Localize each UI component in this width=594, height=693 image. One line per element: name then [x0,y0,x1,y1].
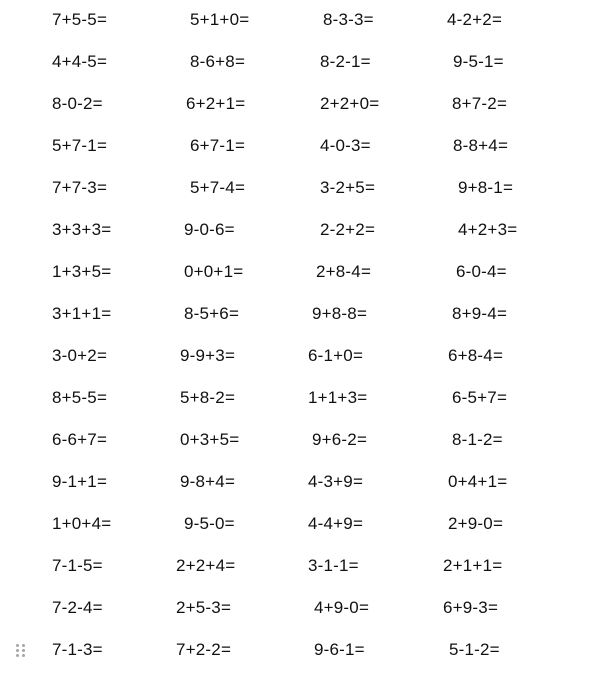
worksheet-row [0,554,594,584]
math-problem: 5-1-2= [449,640,500,659]
math-problem: 6+8-4= [448,346,504,365]
worksheet-row [0,260,594,290]
math-problem: 6-0-4= [456,262,507,281]
math-problem: 4+4-5= [52,52,108,71]
drag-handle-icon[interactable] [16,644,26,658]
math-problem: 7-2-4= [52,598,103,617]
drag-handle-dot [22,654,25,657]
math-problem: 8-1-2= [452,430,503,449]
math-problem: 3-1-1= [308,556,359,575]
worksheet-row [0,92,594,122]
drag-handle-dot [22,649,25,652]
math-problem: 6+7-1= [190,136,246,155]
worksheet-row [0,428,594,458]
math-problem: 9+8-8= [312,304,368,323]
worksheet-row [0,302,594,332]
math-problem: 9-6-1= [314,640,365,659]
worksheet-row [0,386,594,416]
math-problem: 5+7-4= [190,178,246,197]
math-problem: 5+7-1= [52,136,108,155]
math-problem: 1+3+5= [52,262,112,281]
math-problem: 5+8-2= [180,388,236,407]
drag-handle-dot [16,654,19,657]
math-problem: 6+9-3= [443,598,499,617]
math-problem: 2+1+1= [443,556,503,575]
worksheet-row [0,134,594,164]
math-problem: 7+5-5= [52,10,108,29]
math-problem: 7+2-2= [176,640,232,659]
math-problem: 9-0-6= [184,220,235,239]
math-problem: 0+3+5= [180,430,240,449]
math-problem: 8-0-2= [52,94,103,113]
math-problem: 5+1+0= [190,10,250,29]
math-problem: 3-2+5= [320,178,376,197]
math-problem: 4-2+2= [447,10,503,29]
math-problem: 6-5+7= [452,388,508,407]
math-problem: 4+2+3= [458,220,518,239]
math-problem: 7+7-3= [52,178,108,197]
math-problem: 2-2+2= [320,220,376,239]
math-problem: 8-6+8= [190,52,246,71]
math-problem: 3-0+2= [52,346,108,365]
worksheet-row [0,218,594,248]
worksheet-row [0,638,594,668]
math-problem: 2+5-3= [176,598,232,617]
math-problem: 4-0-3= [320,136,371,155]
worksheet-row [0,470,594,500]
math-problem: 9-9+3= [180,346,236,365]
math-problem: 8+5-5= [52,388,108,407]
math-problem: 8-2-1= [320,52,371,71]
math-problem: 3+3+3= [52,220,112,239]
math-problem: 2+9-0= [448,514,504,533]
math-problem: 8-8+4= [453,136,509,155]
math-problem: 9-1+1= [52,472,108,491]
math-problem: 9-5-1= [453,52,504,71]
math-problem: 6-6+7= [52,430,108,449]
math-problem: 7-1-5= [52,556,103,575]
math-problem: 0+4+1= [448,472,508,491]
worksheet-row [0,50,594,80]
worksheet-row [0,596,594,626]
math-problem: 2+2+4= [176,556,236,575]
math-problem: 3+1+1= [52,304,112,323]
math-problem: 2+2+0= [320,94,380,113]
worksheet-row [0,8,594,38]
math-problem: 6-1+0= [308,346,364,365]
math-problem: 2+8-4= [316,262,372,281]
drag-handle-dot [16,644,19,647]
math-problem: 1+0+4= [52,514,112,533]
math-problem: 8+9-4= [452,304,508,323]
math-problem: 8+7-2= [452,94,508,113]
math-problem: 4+9-0= [314,598,370,617]
math-problem: 8-5+6= [184,304,240,323]
math-problem: 6+2+1= [186,94,246,113]
math-problem: 9+6-2= [312,430,368,449]
worksheet-row [0,176,594,206]
math-problem: 9-5-0= [184,514,235,533]
math-problem: 1+1+3= [308,388,368,407]
math-problem: 7-1-3= [52,640,103,659]
math-problem: 4-4+9= [308,514,364,533]
drag-handle-dot [22,644,25,647]
worksheet-row [0,344,594,374]
math-problem: 4-3+9= [308,472,364,491]
worksheet-row [0,512,594,542]
math-problem: 8-3-3= [323,10,374,29]
math-problem: 9-8+4= [180,472,236,491]
math-problem: 0+0+1= [184,262,244,281]
math-problem: 9+8-1= [458,178,514,197]
drag-handle-dot [16,649,19,652]
